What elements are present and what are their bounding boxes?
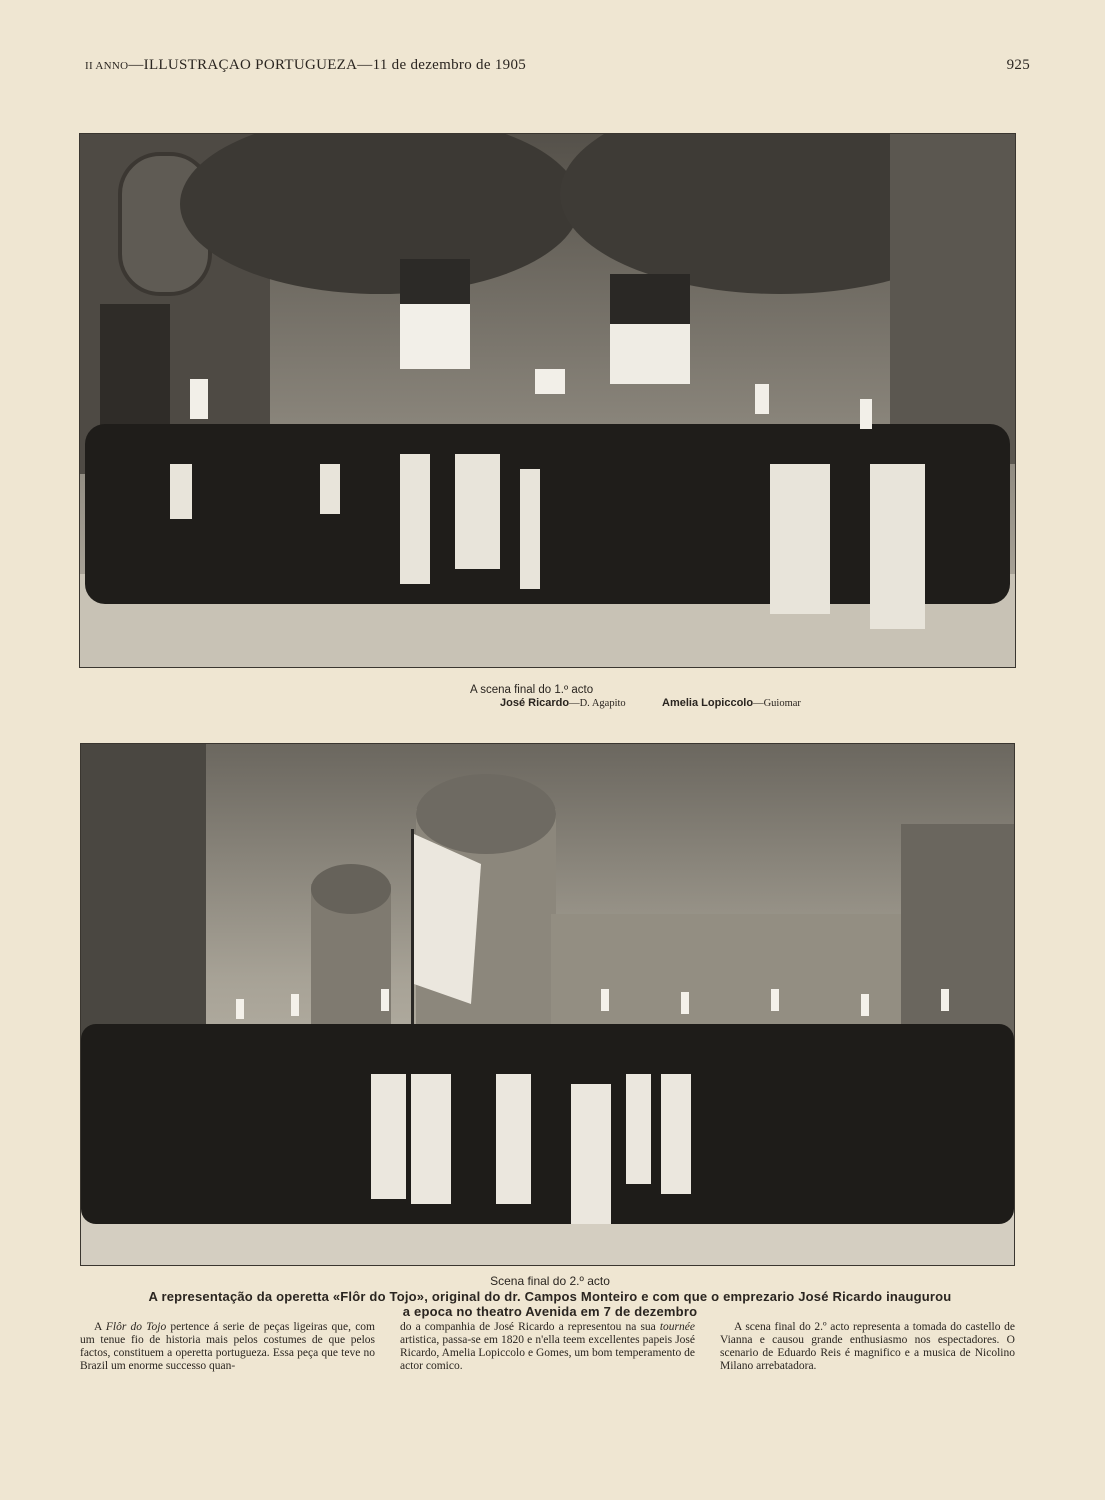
page-number: 925 (1006, 57, 1030, 73)
photo-act2-caption-title: Scena final do 2.º acto (490, 1274, 610, 1288)
photo-act1-image (80, 134, 1015, 667)
article-column-3 (720, 1321, 1015, 1373)
article-paragraph: A Flôr do Tojo pertence á serie de peças ligeiras que, com um tenue fio de historia mais pelos costumes de que pelos factos, constituem a operetta portugueza. Essa peça que teve no Brazil um enorme successo quan- (80, 1321, 375, 1372)
photo-act2-caption (100, 1274, 1000, 1319)
article-paragraph: do a companhia de José Ricardo a representou na sua tournée artistica, passa-se em 1820 e n'ella teem excellentes papeis José Ricardo, Amelia Lopiccolo e Gomes, um bom temperamento de actor comico. (400, 1321, 695, 1372)
credit-role: —D. Agapito (569, 698, 626, 709)
article-body (80, 1321, 1020, 1401)
credit-role: —Guiomar (753, 698, 801, 709)
header-publication-date: —ILLUSTRAÇAO PORTUGUEZA—11 de dezembro de 1905 (128, 57, 527, 73)
photo-act1-final-scene (79, 133, 1016, 668)
article-headline-line1: A representação da operetta «Flôr do Tojo», original do dr. Campos Monteiro e com que o emprezario José Ricardo inaugurou (148, 1289, 952, 1304)
photo-act1-credit-jose-ricardo (500, 697, 626, 710)
header-volume: II ANNO (85, 60, 129, 72)
credit-name: José Ricardo (500, 697, 570, 709)
photo-act1-caption-title: A scena final do 1.º acto (470, 684, 594, 696)
article-column-2 (400, 1321, 695, 1373)
article-paragraph: A scena final do 2.º acto representa a tomada do castello de Vianna e causou grande enthusiasmo nos espectadores. O scenario de Eduardo Reis é magnifico e a musica de Nicolino Milano arrebatadora. (720, 1321, 1015, 1372)
credit-name: Amelia Lopiccolo (662, 697, 754, 709)
header-title (85, 57, 526, 74)
article-column-1 (80, 1321, 375, 1373)
tournee-word: tournée (659, 1321, 695, 1333)
operetta-title: Flôr do Tojo (105, 1321, 167, 1333)
photo-act2-image (81, 744, 1014, 1265)
photo-act1-credit-amelia-lopiccolo (662, 697, 801, 710)
article-headline-line2: a epoca no theatro Avenida em 7 de dezembro (402, 1304, 698, 1319)
photo-act2-final-scene (80, 743, 1015, 1266)
page-header (85, 57, 1030, 81)
